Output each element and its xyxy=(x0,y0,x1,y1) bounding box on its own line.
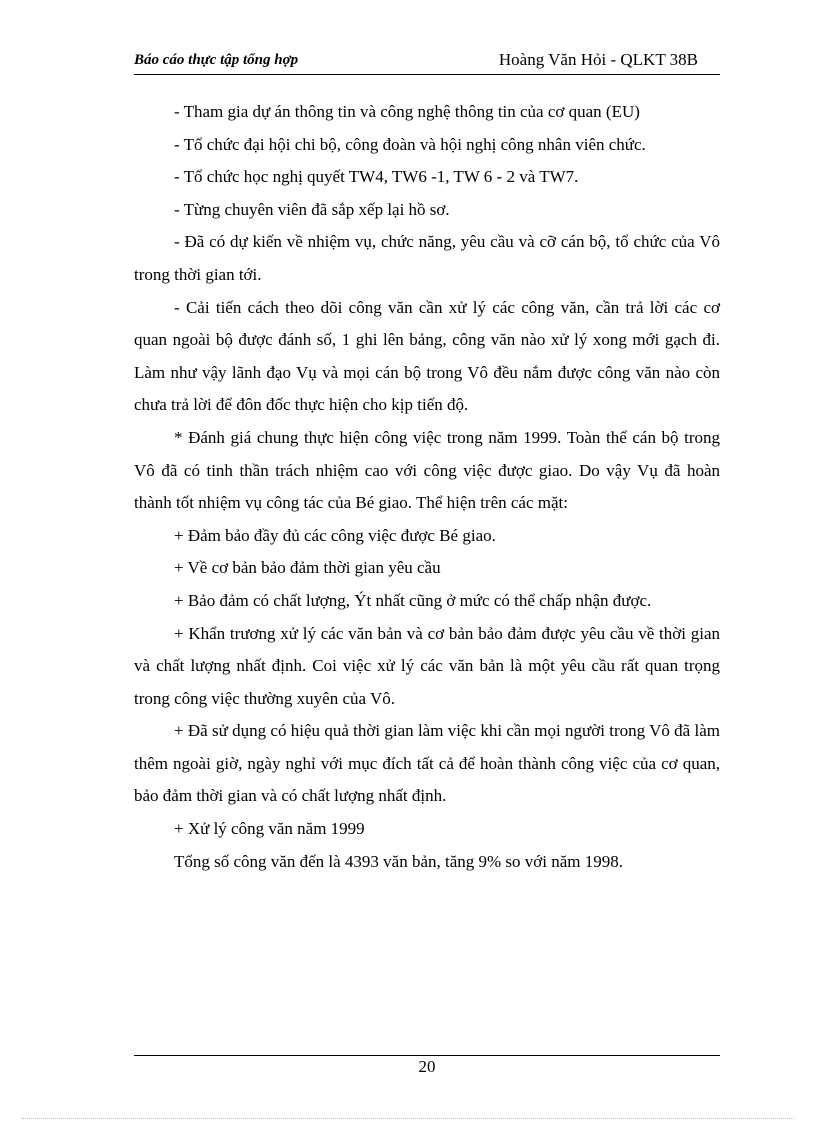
paragraph: + Đã sử dụng có hiệu quả thời gian làm việc khi cần mọi người trong Vô đã làm thêm ngoài giờ, ngày nghỉ với mục đích tất cả để hoàn thành công việc của cơ quan, bảo đảm thời gian và có chất lượng nhất định. xyxy=(134,721,720,806)
paragraph: - Cải tiến cách theo dõi công văn cần xử lý các công văn, cần trả lời các cơ quan ngoài bộ được đánh số, 1 ghi lên bảng, công văn nào xử lý xong mới gạch đi. Làm như vậy lãnh đạo Vụ và mọi cán bộ trong Vô đều nắm được công văn nào còn chưa trả lời để đôn đốc thực hiện cho kịp tiến độ. xyxy=(134,297,720,415)
paragraph: - Tham gia dự án thông tin và công nghệ thông tin của cơ quan (EU) xyxy=(174,102,640,121)
footer-divider xyxy=(134,1055,720,1056)
page-number: 20 xyxy=(418,1057,436,1076)
report-title: Báo cáo thực tập tổng hợp xyxy=(134,52,299,68)
author-info: Hoàng Văn Hỏi - QLKT 38B xyxy=(498,50,698,69)
page-header xyxy=(134,50,720,75)
paragraph: Tổng số công văn đến là 4393 văn bản, tăng 9% so với năm 1998. xyxy=(174,851,624,871)
paragraph: + Khẩn trương xử lý các văn bản và cơ bản bảo đảm được yêu cầu về thời gian và chất lượng nhất định. Coi việc xử lý các văn bản là một yêu cầu rất quan trọng trong công việc thường xuyên của Vô. xyxy=(134,623,720,708)
paragraph: - Từng chuyên viên đã sắp xếp lại hồ sơ. xyxy=(174,199,450,219)
paragraph: - Tổ chức học nghị quyết TW4, TW6 -1, TW 6 - 2 và TW7. xyxy=(174,167,579,187)
paragraph: * Đánh giá chung thực hiện công việc trong năm 1999. Toàn thể cán bộ trong Vô đã có tinh thần trách nhiệm cao với công việc được giao. Do vậy Vụ đã hoàn thành tốt nhiệm vụ công tác của Bé giao. Thể hiện trên các mặt: xyxy=(134,427,720,513)
paragraph: + Bảo đảm có chất lượng, Ýt nhất cũng ở mức có thể chấp nhận được. xyxy=(174,590,652,610)
paragraph: - Đã có dự kiến về nhiệm vụ, chức năng, yêu cầu và cỡ cán bộ, tổ chức của Vô trong thời gian tới. xyxy=(134,232,720,284)
paragraph: - Tổ chức đại hội chi bộ, công đoàn và hội nghị công nhân viên chức. xyxy=(174,134,646,154)
paragraph: + Đảm bảo đầy đủ các công việc được Bé giao. xyxy=(174,525,496,545)
document-body xyxy=(134,96,720,878)
paragraph: + Xử lý công văn năm 1999 xyxy=(174,819,365,839)
paragraph: + Về cơ bản bảo đảm thời gian yêu cầu xyxy=(174,558,441,578)
page-edge-divider xyxy=(22,1118,794,1119)
